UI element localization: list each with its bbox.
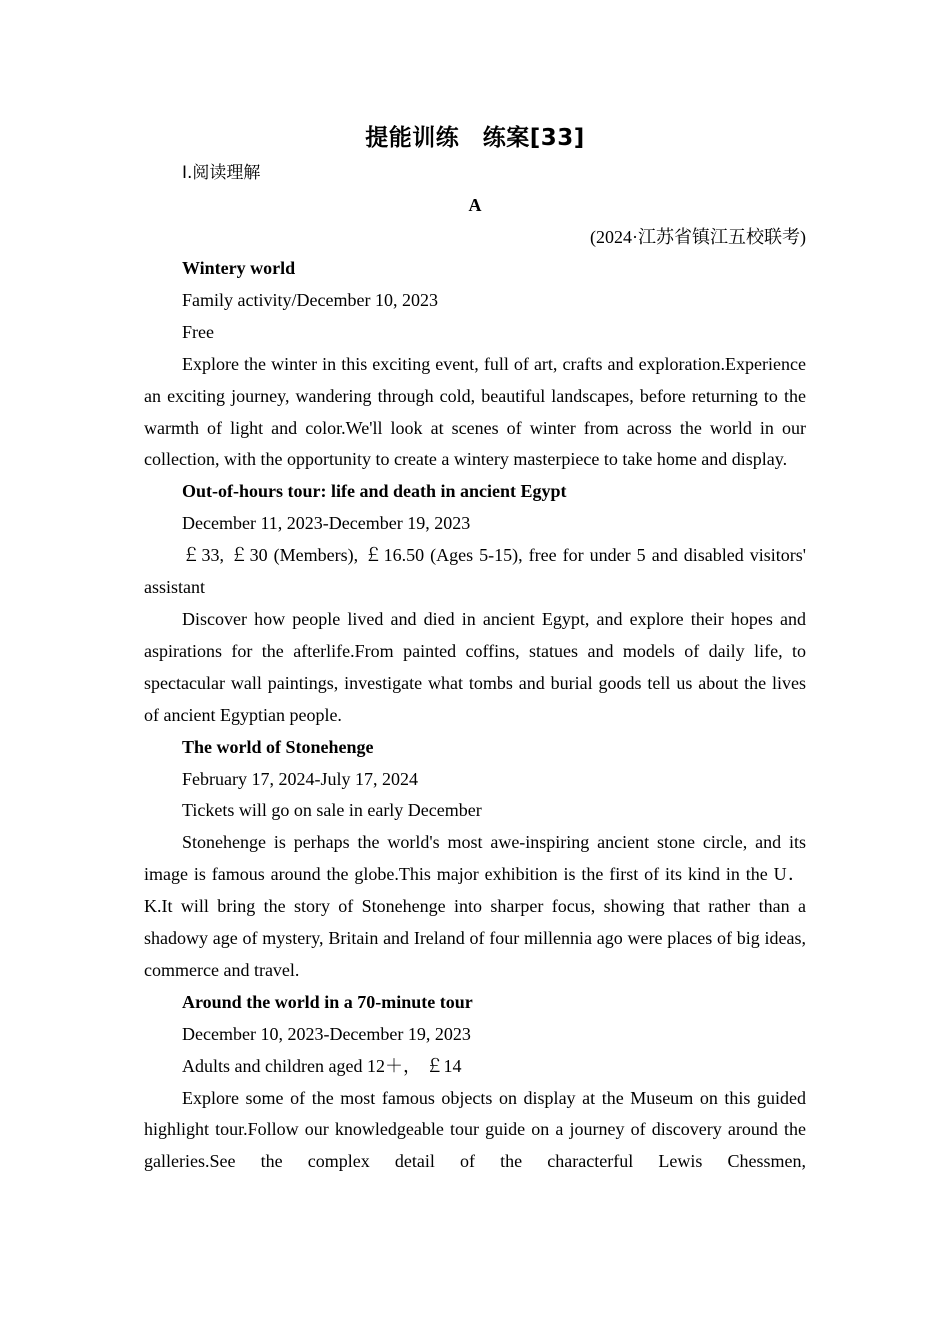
event-title: Around the world in a 70-minute tour: [182, 991, 473, 1012]
event-price: ￡33, ￡30 (Members), ￡16.50 (Ages 5-15), free for under 5 and disabled visitors' assistant: [144, 545, 806, 598]
event-date: December 10, 2023-December 19, 2023: [182, 1023, 471, 1044]
page-title: 提能训练 练案[33]: [365, 125, 585, 151]
event-price: Free: [182, 321, 214, 342]
document-page: [144, 118, 806, 1178]
event-price: Adults and children aged 12＋， ￡14: [182, 1055, 462, 1076]
passage-letter: A: [468, 195, 482, 215]
event-description: Discover how people lived and died in ancient Egypt, and explore their hopes and aspirations for the afterlife.From painted coffins, statues and models of daily life, to spectacular wall paintings, investigate what tombs and burial goods tell us about the lives of ancient Egyptian people.: [144, 608, 806, 725]
event-title: Out-of-hours tour: life and death in ancient Egypt: [182, 481, 567, 502]
event-stonehenge: [144, 732, 806, 987]
event-description: Explore some of the most famous objects on display at the Museum on this guided highlight tour.Follow our knowledgeable tour guide on a journey of discovery around the galleries.See the complex detail of the characterful Lewis Chessmen,: [144, 1087, 806, 1172]
passage-source: (2024·江苏省镇江五校联考): [590, 227, 806, 247]
event-price: Tickets will go on sale in early December: [182, 800, 482, 821]
event-title: The world of Stonehenge: [182, 736, 374, 757]
event-description: Stonehenge is perhaps the world's most awe-inspiring ancient stone circle, and its image is famous around the globe.This major exhibition is the first of its kind in the U．K.It will bring the story of Stonehenge into sharper focus, showing that rather than a shadowy age of mystery, Britain and Ireland of four millennia ago were places of big ideas, commerce and travel.: [144, 832, 806, 980]
event-date: December 11, 2023-December 19, 2023: [182, 513, 471, 534]
event-date: February 17, 2024-July 17, 2024: [182, 768, 418, 789]
event-title: Wintery world: [182, 258, 296, 278]
event-wintery-world: [144, 253, 806, 476]
event-date: Family activity/December 10, 2023: [182, 289, 438, 310]
event-description: Explore the winter in this exciting event, full of art, crafts and exploration.Experience an exciting journey, wandering through cold, beautiful landscapes, before returning to the warmth of light and color.We'll look at scenes of winter from across the world in our collection, with the opportunity to create a wintery masterpiece to take home and display.: [144, 353, 806, 470]
event-egypt-tour: [144, 476, 806, 731]
section-label: Ⅰ.阅读理解: [182, 163, 261, 183]
event-world-tour: [144, 987, 806, 1178]
